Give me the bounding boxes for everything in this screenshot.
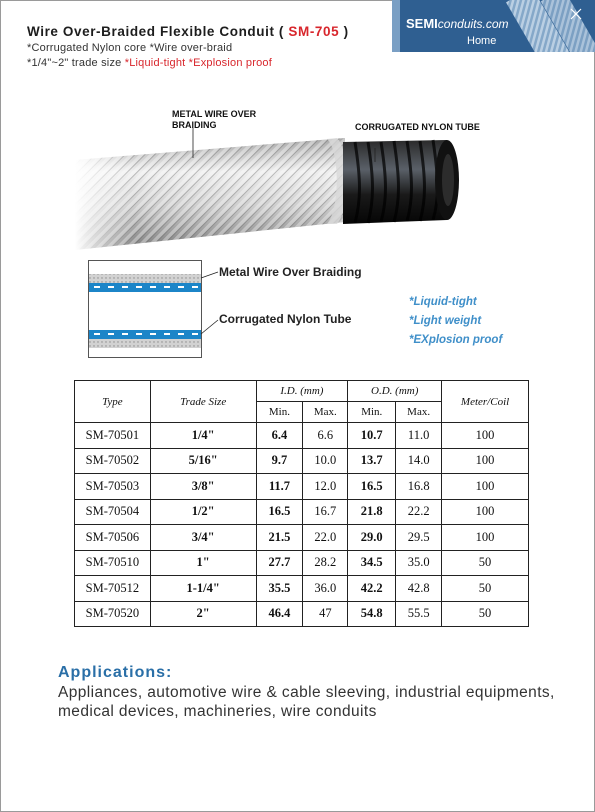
- table-row: SM-70502 5/16" 9.7 10.0 13.7 14.0 100: [75, 448, 529, 474]
- table-row: SM-70512 1-1/4" 35.5 36.0 42.2 42.8 50: [75, 576, 529, 602]
- diagram-label-braid: Metal Wire Over Braiding: [219, 265, 362, 279]
- label-nylon-tube: CORRUGATED NYLON TUBE: [355, 122, 480, 132]
- header-od: O.D. (mm): [348, 381, 442, 402]
- close-x-icon: [570, 8, 582, 20]
- logo-brand: SEMIconduits.com: [406, 16, 509, 31]
- feature-liquid-tight: *Liquid-tight: [409, 296, 477, 308]
- table-row: SM-70510 1" 27.7 28.2 34.5 35.0 50: [75, 550, 529, 576]
- header-trade-size: Trade Size: [150, 381, 256, 423]
- table-row: SM-70506 3/4" 21.5 22.0 29.0 29.5 100: [75, 525, 529, 551]
- table-row: SM-70501 1/4" 6.4 6.6 10.7 11.0 100: [75, 423, 529, 449]
- table-row: SM-70520 2" 46.4 47 54.8 55.5 50: [75, 601, 529, 627]
- model-code: SM-705: [288, 24, 340, 39]
- spec-table: [74, 380, 529, 627]
- table-row: SM-70504 1/2" 16.5 16.7 21.8 22.2 100: [75, 499, 529, 525]
- subtitle-specs: *1/4"~2" trade size *Liquid-tight *Explosion proof: [27, 57, 272, 69]
- home-link[interactable]: Home: [467, 35, 497, 47]
- header-od-max: Max.: [396, 402, 442, 423]
- page-title: Wire Over-Braided Flexible Conduit ( SM-705 ): [27, 24, 349, 39]
- header-id: I.D. (mm): [256, 381, 348, 402]
- applications-title: Applications:: [58, 664, 173, 681]
- header-id-min: Min.: [256, 402, 303, 423]
- header-id-max: Max.: [303, 402, 348, 423]
- table-row: SM-70503 3/8" 11.7 12.0 16.5 16.8 100: [75, 474, 529, 500]
- diagram-label-nylon: Corrugated Nylon Tube: [219, 312, 352, 326]
- label-metal-braid: METAL WIRE OVER BRAIDING: [172, 109, 257, 130]
- feature-explosion-proof: *EXplosion proof: [409, 334, 503, 346]
- header-od-min: Min.: [348, 402, 396, 423]
- header-type: Type: [75, 381, 151, 423]
- header-meter-coil: Meter/Coil: [442, 381, 529, 423]
- applications-text: Appliances, automotive wire & cable sleeving, industrial equipments, medical devices, machineries, wire conduits: [58, 684, 555, 720]
- home-logo-button[interactable]: [392, 0, 595, 52]
- subtitle-features: *Corrugated Nylon core *Wire over-braid: [27, 42, 233, 54]
- feature-light-weight: *Light weight: [409, 315, 482, 327]
